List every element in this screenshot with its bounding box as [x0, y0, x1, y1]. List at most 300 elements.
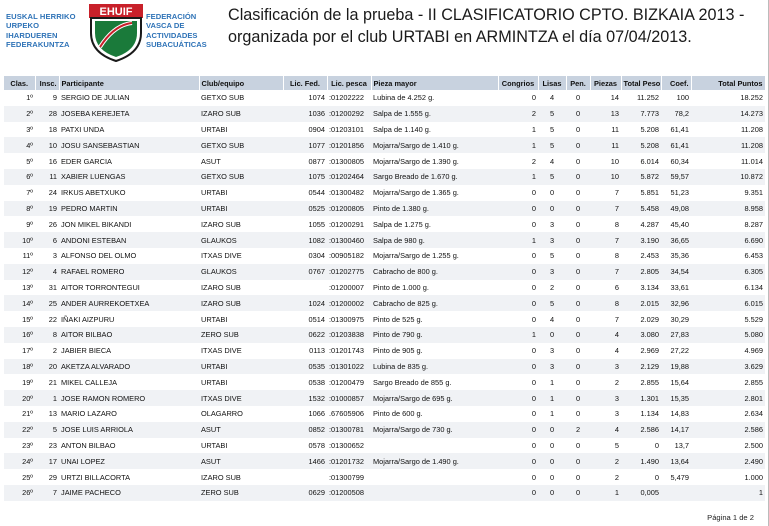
cell-congrios: 0	[498, 485, 538, 501]
cell-total-points: 2.490	[691, 453, 765, 469]
cell-total-weight: 2.015	[621, 295, 661, 311]
cell-entry-number: 7	[35, 485, 59, 501]
column-header-piezas: Piezas	[590, 76, 621, 90]
cell-fishing-license: :01200292	[327, 106, 371, 122]
cell-congrios: 0	[498, 90, 538, 106]
cell-participant-name: AKETZA ALVARADO	[59, 359, 199, 375]
cell-pieces: 7	[590, 185, 621, 201]
cell-fed-license: 1466	[283, 453, 327, 469]
cell-biggest-catch: Sargo Breado de 855 g.	[371, 374, 498, 390]
cell-rank: 5º	[4, 153, 35, 169]
cell-penalty: 0	[566, 359, 590, 375]
cell-total-weight: 5.458	[621, 201, 661, 217]
cell-entry-number: 18	[35, 122, 59, 138]
cell-penalty: 2	[566, 422, 590, 438]
cell-congrios: 0	[498, 406, 538, 422]
cell-participant-name: ANTON BILBAO	[59, 438, 199, 454]
cell-fishing-license: :01201732	[327, 453, 371, 469]
cell-coefficient: 49,08	[661, 201, 691, 217]
cell-lisas: 0	[538, 422, 566, 438]
cell-pieces: 4	[590, 422, 621, 438]
cell-club: IZARO SUB	[199, 216, 283, 232]
cell-total-weight: 6.014	[621, 153, 661, 169]
cell-entry-number: 13	[35, 406, 59, 422]
cell-rank: 25º	[4, 469, 35, 485]
cell-fishing-license: :01200007	[327, 280, 371, 296]
cell-coefficient: 32,96	[661, 295, 691, 311]
cell-entry-number: 4	[35, 264, 59, 280]
cell-pieces: 5	[590, 438, 621, 454]
cell-fed-license: 0629	[283, 485, 327, 501]
cell-total-weight: 0,005	[621, 485, 661, 501]
cell-participant-name: JOSEBA KEREJETA	[59, 106, 199, 122]
cell-total-points: 14.273	[691, 106, 765, 122]
cell-biggest-catch: Mojarra/Sargo de 1.490 g.	[371, 453, 498, 469]
cell-pieces: 7	[590, 201, 621, 217]
cell-pieces: 4	[590, 327, 621, 343]
column-header-clas: Clas.	[4, 76, 35, 90]
cell-penalty: 0	[566, 216, 590, 232]
cell-coefficient: 36,65	[661, 232, 691, 248]
cell-entry-number: 26	[35, 216, 59, 232]
cell-congrios: 2	[498, 106, 538, 122]
cell-total-points: 1	[691, 485, 765, 501]
cell-entry-number: 16	[35, 153, 59, 169]
cell-penalty: 0	[566, 169, 590, 185]
cell-entry-number: 8	[35, 327, 59, 343]
cell-congrios: 1	[498, 122, 538, 138]
cell-pieces: 2	[590, 374, 621, 390]
cell-club: ITXAS DIVE	[199, 248, 283, 264]
cell-coefficient: 100	[661, 90, 691, 106]
cell-pieces: 3	[590, 390, 621, 406]
results-table-body	[4, 90, 765, 501]
cell-lisas: 0	[538, 469, 566, 485]
cell-lisas: 4	[538, 311, 566, 327]
cell-congrios: 0	[498, 343, 538, 359]
cell-lisas: 4	[538, 90, 566, 106]
cell-club: GETXO SUB	[199, 169, 283, 185]
cell-fed-license: 1055	[283, 216, 327, 232]
cell-total-weight: 1.490	[621, 453, 661, 469]
cell-rank: 12º	[4, 264, 35, 280]
cell-fishing-license: :01201856	[327, 137, 371, 153]
page-title	[228, 4, 758, 48]
cell-coefficient: 51,23	[661, 185, 691, 201]
cell-biggest-catch	[371, 438, 498, 454]
cell-lisas: 0	[538, 485, 566, 501]
cell-coefficient: 14,17	[661, 422, 691, 438]
table-row	[4, 374, 765, 390]
cell-club: URTABI	[199, 374, 283, 390]
cell-participant-name: IRKUS ABETXUKO	[59, 185, 199, 201]
federation-logo	[88, 3, 144, 63]
table-row	[4, 185, 765, 201]
results-table	[4, 76, 766, 501]
cell-congrios: 1	[498, 327, 538, 343]
cell-biggest-catch: Salpa de 980 g.	[371, 232, 498, 248]
cell-rank: 19º	[4, 374, 35, 390]
cell-congrios: 0	[498, 295, 538, 311]
cell-total-points: 6.690	[691, 232, 765, 248]
cell-biggest-catch: Salpa de 1.555 g.	[371, 106, 498, 122]
cell-fishing-license: :01200508	[327, 485, 371, 501]
cell-fishing-license: :01203101	[327, 122, 371, 138]
cell-penalty: 0	[566, 469, 590, 485]
org-name-basque: EUSKAL HERRIKO URPEKO IHARDUEREN FEDERAKUNTZA	[6, 12, 76, 50]
cell-entry-number: 11	[35, 169, 59, 185]
cell-biggest-catch: Pinto de 905 g.	[371, 343, 498, 359]
cell-coefficient: 27,83	[661, 327, 691, 343]
cell-penalty: 0	[566, 438, 590, 454]
cell-lisas: 3	[538, 343, 566, 359]
cell-club: URTABI	[199, 185, 283, 201]
cell-fed-license: 1066	[283, 406, 327, 422]
cell-fishing-license: .67605906	[327, 406, 371, 422]
cell-club: GETXO SUB	[199, 90, 283, 106]
cell-lisas: 5	[538, 169, 566, 185]
cell-fed-license	[283, 280, 327, 296]
cell-lisas: 3	[538, 359, 566, 375]
cell-penalty: 0	[566, 311, 590, 327]
cell-rank: 11º	[4, 248, 35, 264]
cell-total-weight: 0	[621, 469, 661, 485]
org-name-spanish: FEDERACIÓN VASCA DE ACTIVIDADES SUBACUÁTICAS	[146, 12, 207, 50]
cell-fed-license: 1532	[283, 390, 327, 406]
title-line-1: Clasificación de la prueba - II CLASIFICATORIO CPTO. BIZKAIA 2013 -	[228, 6, 745, 24]
column-header-club: Club/equipo	[199, 76, 283, 90]
cell-pieces: 11	[590, 122, 621, 138]
cell-penalty: 0	[566, 327, 590, 343]
cell-biggest-catch: Mojarra/Sargo de 1.365 g.	[371, 185, 498, 201]
cell-total-points: 18.252	[691, 90, 765, 106]
cell-fishing-license: :01202775	[327, 264, 371, 280]
table-row	[4, 216, 765, 232]
cell-fed-license: 0538	[283, 374, 327, 390]
cell-coefficient: 13,64	[661, 453, 691, 469]
cell-fishing-license: :01300460	[327, 232, 371, 248]
cell-club: IZARO SUB	[199, 295, 283, 311]
column-header-congrios: Congrios	[498, 76, 538, 90]
cell-participant-name: IÑAKI AIZPURU	[59, 311, 199, 327]
table-row	[4, 359, 765, 375]
cell-fishing-license: :00905182	[327, 248, 371, 264]
table-row	[4, 280, 765, 296]
cell-total-weight: 3.190	[621, 232, 661, 248]
cell-entry-number: 10	[35, 137, 59, 153]
cell-penalty: 0	[566, 106, 590, 122]
cell-fed-license: 0578	[283, 438, 327, 454]
cell-penalty: 0	[566, 264, 590, 280]
cell-pieces: 3	[590, 406, 621, 422]
cell-participant-name: JON MIKEL BIKANDI	[59, 216, 199, 232]
table-row	[4, 390, 765, 406]
cell-lisas: 2	[538, 280, 566, 296]
cell-coefficient: 27,22	[661, 343, 691, 359]
cell-club: URTABI	[199, 201, 283, 217]
cell-fed-license: 0525	[283, 201, 327, 217]
cell-biggest-catch	[371, 469, 498, 485]
cell-fishing-license: :01200002	[327, 295, 371, 311]
cell-entry-number: 21	[35, 374, 59, 390]
cell-lisas: 5	[538, 295, 566, 311]
cell-penalty: 0	[566, 453, 590, 469]
cell-club: IZARO SUB	[199, 280, 283, 296]
cell-congrios: 0	[498, 390, 538, 406]
cell-coefficient: 78,2	[661, 106, 691, 122]
cell-penalty: 0	[566, 232, 590, 248]
cell-total-weight: 2.855	[621, 374, 661, 390]
table-row	[4, 295, 765, 311]
cell-total-weight: 2.805	[621, 264, 661, 280]
table-row	[4, 311, 765, 327]
column-header-total-peso: Total Peso	[621, 76, 661, 90]
cell-biggest-catch	[371, 485, 498, 501]
cell-fed-license: 0622	[283, 327, 327, 343]
cell-fishing-license: :01202222	[327, 90, 371, 106]
cell-fishing-license: :01300975	[327, 311, 371, 327]
cell-penalty: 0	[566, 390, 590, 406]
cell-participant-name: PEDRO MARTIN	[59, 201, 199, 217]
cell-fishing-license: :01200479	[327, 374, 371, 390]
cell-rank: 10º	[4, 232, 35, 248]
cell-congrios: 0	[498, 438, 538, 454]
cell-participant-name: XABIER LUENGAS	[59, 169, 199, 185]
cell-congrios: 0	[498, 216, 538, 232]
cell-fed-license: 1024	[283, 295, 327, 311]
table-row	[4, 248, 765, 264]
column-header-participante: Participante	[59, 76, 199, 90]
cell-congrios: 2	[498, 153, 538, 169]
cell-club: GLAUKOS	[199, 232, 283, 248]
cell-pieces: 8	[590, 216, 621, 232]
cell-coefficient: 30,29	[661, 311, 691, 327]
table-row	[4, 406, 765, 422]
cell-fishing-license: :01000857	[327, 390, 371, 406]
cell-participant-name: MARIO LAZARO	[59, 406, 199, 422]
cell-biggest-catch: Mojarra/Sargo de 730 g.	[371, 422, 498, 438]
cell-entry-number: 28	[35, 106, 59, 122]
cell-fishing-license: :01300805	[327, 153, 371, 169]
cell-congrios: 1	[498, 137, 538, 153]
cell-biggest-catch: Mojarra/Sargo de 1.390 g.	[371, 153, 498, 169]
cell-fishing-license: :01200291	[327, 216, 371, 232]
cell-fed-license: 0514	[283, 311, 327, 327]
cell-total-weight: 5.208	[621, 137, 661, 153]
cell-fed-license: 0304	[283, 248, 327, 264]
cell-rank: 24º	[4, 453, 35, 469]
table-row	[4, 232, 765, 248]
cell-total-weight: 0	[621, 438, 661, 454]
cell-club: ASUT	[199, 153, 283, 169]
cell-penalty: 0	[566, 185, 590, 201]
cell-entry-number: 29	[35, 469, 59, 485]
cell-congrios: 0	[498, 280, 538, 296]
cell-congrios: 0	[498, 469, 538, 485]
cell-lisas: 0	[538, 453, 566, 469]
cell-total-points: 5.529	[691, 311, 765, 327]
cell-biggest-catch: Cabracho de 800 g.	[371, 264, 498, 280]
cell-total-points: 2.586	[691, 422, 765, 438]
column-header-coef: Coef.	[661, 76, 691, 90]
cell-fishing-license: :01300652	[327, 438, 371, 454]
cell-lisas: 5	[538, 137, 566, 153]
cell-club: ITXAS DIVE	[199, 390, 283, 406]
cell-biggest-catch: Pinto de 525 g.	[371, 311, 498, 327]
cell-total-points: 9.351	[691, 185, 765, 201]
cell-fed-license: 0113	[283, 343, 327, 359]
cell-lisas: 0	[538, 327, 566, 343]
table-row	[4, 422, 765, 438]
cell-total-points: 2.500	[691, 438, 765, 454]
cell-pieces: 7	[590, 232, 621, 248]
cell-lisas: 1	[538, 374, 566, 390]
cell-biggest-catch: Cabracho de 825 g.	[371, 295, 498, 311]
cell-participant-name: ANDONI ESTEBAN	[59, 232, 199, 248]
cell-fed-license: 0877	[283, 153, 327, 169]
cell-pieces: 3	[590, 359, 621, 375]
cell-rank: 9º	[4, 216, 35, 232]
cell-total-points: 2.855	[691, 374, 765, 390]
column-header-pieza-mayor: Pieza mayor	[371, 76, 498, 90]
table-row	[4, 327, 765, 343]
cell-penalty: 0	[566, 295, 590, 311]
table-row	[4, 169, 765, 185]
cell-club: URTABI	[199, 438, 283, 454]
cell-total-points: 10.872	[691, 169, 765, 185]
cell-coefficient: 15,35	[661, 390, 691, 406]
table-row	[4, 122, 765, 138]
cell-fed-license: 1075	[283, 169, 327, 185]
cell-fed-license: 1077	[283, 137, 327, 153]
cell-coefficient: 35,36	[661, 248, 691, 264]
column-header-total-puntos: Total Puntos	[691, 76, 765, 90]
cell-fed-license: 0904	[283, 122, 327, 138]
cell-participant-name: PATXI UNDA	[59, 122, 199, 138]
cell-fed-license: 0544	[283, 185, 327, 201]
cell-total-points: 11.014	[691, 153, 765, 169]
cell-rank: 3º	[4, 122, 35, 138]
cell-total-weight: 5.208	[621, 122, 661, 138]
logo-text: EHUIF	[99, 6, 133, 18]
cell-participant-name: SERGIO DE JULIAN	[59, 90, 199, 106]
cell-total-points: 5.080	[691, 327, 765, 343]
cell-coefficient: 5,479	[661, 469, 691, 485]
cell-lisas: 1	[538, 406, 566, 422]
cell-entry-number: 1	[35, 390, 59, 406]
cell-entry-number: 5	[35, 422, 59, 438]
table-row	[4, 469, 765, 485]
cell-participant-name: RAFAEL ROMERO	[59, 264, 199, 280]
cell-entry-number: 25	[35, 295, 59, 311]
cell-club: URTABI	[199, 122, 283, 138]
cell-congrios: 0	[498, 264, 538, 280]
cell-total-weight: 3.080	[621, 327, 661, 343]
cell-penalty: 0	[566, 485, 590, 501]
cell-pieces: 1	[590, 485, 621, 501]
cell-club: IZARO SUB	[199, 106, 283, 122]
cell-penalty: 0	[566, 343, 590, 359]
cell-rank: 18º	[4, 359, 35, 375]
cell-total-points: 8.287	[691, 216, 765, 232]
cell-participant-name: JAIME PACHECO	[59, 485, 199, 501]
cell-total-weight: 2.453	[621, 248, 661, 264]
cell-coefficient: 15,64	[661, 374, 691, 390]
cell-fed-license: 1082	[283, 232, 327, 248]
cell-pieces: 8	[590, 248, 621, 264]
cell-total-points: 2.801	[691, 390, 765, 406]
cell-total-weight: 4.287	[621, 216, 661, 232]
cell-congrios: 0	[498, 422, 538, 438]
cell-coefficient: 13,7	[661, 438, 691, 454]
cell-rank: 21º	[4, 406, 35, 422]
cell-congrios: 0	[498, 248, 538, 264]
cell-club: GETXO SUB	[199, 137, 283, 153]
cell-total-weight: 1.134	[621, 406, 661, 422]
cell-penalty: 0	[566, 248, 590, 264]
cell-total-points: 8.958	[691, 201, 765, 217]
cell-participant-name: EDER GARCIA	[59, 153, 199, 169]
page-number: Página 1 de 2	[707, 513, 754, 522]
cell-congrios: 0	[498, 311, 538, 327]
cell-club: GLAUKOS	[199, 264, 283, 280]
column-header-insc: Insc.	[35, 76, 59, 90]
cell-lisas: 5	[538, 248, 566, 264]
cell-club: ASUT	[199, 422, 283, 438]
cell-lisas: 5	[538, 122, 566, 138]
cell-entry-number: 2	[35, 343, 59, 359]
cell-congrios: 0	[498, 201, 538, 217]
cell-fed-license: 0535	[283, 359, 327, 375]
column-header-lic-fed: Lic. Fed.	[283, 76, 327, 90]
cell-lisas: 3	[538, 216, 566, 232]
cell-participant-name: ALFONSO DEL OLMO	[59, 248, 199, 264]
cell-total-points: 11.208	[691, 137, 765, 153]
cell-pieces: 4	[590, 343, 621, 359]
cell-rank: 16º	[4, 327, 35, 343]
cell-penalty: 0	[566, 406, 590, 422]
cell-total-weight: 3.134	[621, 280, 661, 296]
cell-pieces: 7	[590, 311, 621, 327]
cell-fishing-license: :01201743	[327, 343, 371, 359]
cell-total-weight: 1.301	[621, 390, 661, 406]
cell-penalty: 0	[566, 90, 590, 106]
cell-fishing-license: :01200805	[327, 201, 371, 217]
cell-fishing-license: :01203838	[327, 327, 371, 343]
cell-total-weight: 11.252	[621, 90, 661, 106]
cell-participant-name: MIKEL CALLEJA	[59, 374, 199, 390]
cell-coefficient: 61,41	[661, 122, 691, 138]
cell-total-points: 6.134	[691, 280, 765, 296]
cell-rank: 8º	[4, 201, 35, 217]
cell-entry-number: 3	[35, 248, 59, 264]
cell-congrios: 1	[498, 232, 538, 248]
cell-congrios: 0	[498, 185, 538, 201]
cell-total-weight: 2.129	[621, 359, 661, 375]
cell-total-weight: 2.029	[621, 311, 661, 327]
cell-entry-number: 24	[35, 185, 59, 201]
cell-pieces: 6	[590, 280, 621, 296]
cell-penalty: 0	[566, 280, 590, 296]
cell-club: URTABI	[199, 359, 283, 375]
cell-club: ZERO SUB	[199, 485, 283, 501]
cell-rank: 14º	[4, 295, 35, 311]
cell-rank: 7º	[4, 185, 35, 201]
cell-entry-number: 17	[35, 453, 59, 469]
cell-rank: 26º	[4, 485, 35, 501]
cell-total-points: 1.000	[691, 469, 765, 485]
cell-coefficient: 60,34	[661, 153, 691, 169]
